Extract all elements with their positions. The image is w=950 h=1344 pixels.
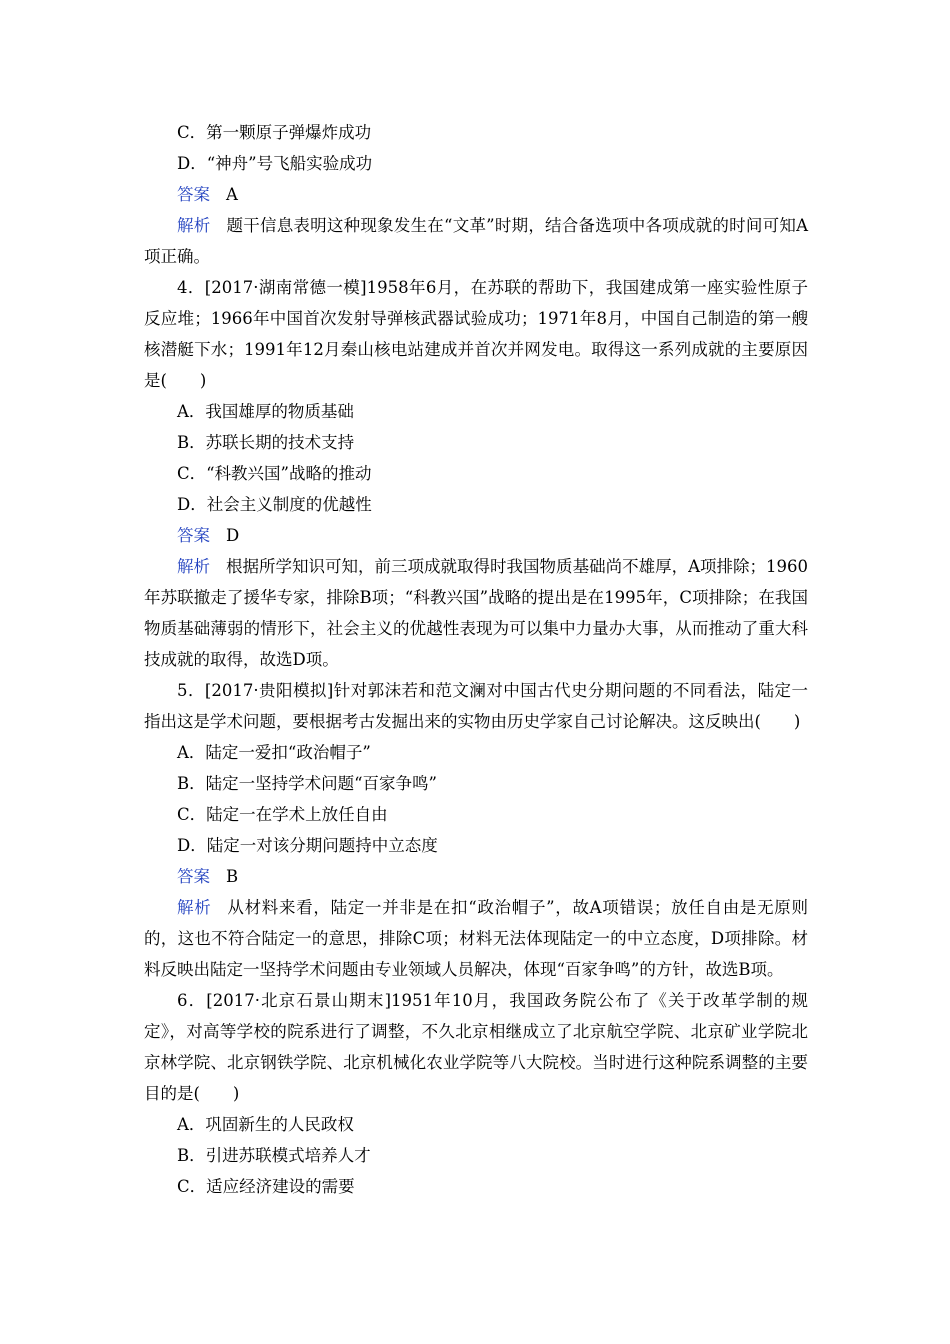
option-5a: A．陆定一爱扣“政治帽子” (177, 743, 371, 762)
analysis-label: 解析 (177, 216, 211, 235)
answer-row-3 (144, 179, 808, 210)
answer-value-5: B (226, 867, 239, 886)
analysis-label: 解析 (177, 557, 211, 576)
answer-label: 答案 (177, 185, 210, 204)
question-6-stem: 6．[2017·北京石景山期末]1951年10月，我国政务院公布了《关于改革学制的规定》，对高等学校的院系进行了调整，不久北京相继成立了北京航空学院、北京矿业学院北京林学院、北京钢铁学院、北京机械化农业学院等八大院校。当时进行这种院系调整的主要目的是( ) (144, 991, 808, 1103)
question-5-stem: 5．[2017·贵阳模拟]针对郭沫若和范文澜对中国古代史分期问题的不同看法，陆定一指出这是学术问题，要根据考古发掘出来的实物由历史学家自己讨论解决。这反映出( ) (144, 681, 808, 731)
analysis-text-4: 根据所学知识可知，前三项成就取得时我国物质基础尚不雄厚，A项排除；1960年苏联撤走了援华专家，排除B项；“科教兴国”战略的提出是在1995年，C项排除；在我国物质基础薄弱的情形下，社会主义的优越性表现为可以集中力量办大事，从而推动了重大科技成就的取得，故选D项。 (144, 557, 808, 669)
option-4b: B．苏联长期的技术支持 (177, 433, 355, 452)
answer-value-4: D (226, 526, 240, 545)
answer-value-3: A (226, 185, 238, 204)
option-3d: D．“神舟”号飞船实验成功 (177, 154, 373, 173)
answer-row-5 (144, 861, 808, 892)
option-4d: D．社会主义制度的优越性 (177, 495, 372, 514)
analysis-5 (144, 892, 808, 985)
option-5c: C．陆定一在学术上放任自由 (177, 805, 388, 824)
analysis-3 (144, 210, 808, 272)
question-4-stem: 4．[2017·湖南常德一模]1958年6月，在苏联的帮助下，我国建成第一座实验性原子反应堆；1966年中国首次发射导弹核武器试验成功；1971年8月，中国自己制造的第一艘核潜艇下水；1991年12月秦山核电站建成并首次并网发电。取得这一系列成就的主要原因是( ) (144, 278, 808, 390)
analysis-label: 解析 (177, 898, 212, 917)
answer-label: 答案 (177, 526, 210, 545)
option-6c: C．适应经济建设的需要 (177, 1177, 355, 1196)
option-5b: B．陆定一坚持学术问题“百家争鸣” (177, 774, 437, 793)
option-4a: A．我国雄厚的物质基础 (177, 402, 354, 421)
analysis-4 (144, 551, 808, 675)
option-6b: B．引进苏联模式培养人才 (177, 1146, 371, 1165)
option-5d: D．陆定一对该分期问题持中立态度 (177, 836, 438, 855)
analysis-text-3: 题干信息表明这种现象发生在“文革”时期，结合备选项中各项成就的时间可知A项正确。 (144, 216, 809, 266)
option-6a: A．巩固新生的人民政权 (177, 1115, 354, 1134)
page-content (144, 117, 808, 1202)
answer-label: 答案 (177, 867, 210, 886)
answer-row-4 (144, 520, 808, 551)
analysis-text-5: 从材料来看，陆定一并非是在扣“政治帽子”，故A项错误；放任自由是无原则的，这也不符合陆定一的意思，排除C项；材料无法体现陆定一的中立态度，D项排除。材料反映出陆定一坚持学术问题由专业领域人员解决，体现“百家争鸣”的方针，故选B项。 (144, 898, 808, 979)
option-3c: C．第一颗原子弹爆炸成功 (177, 123, 372, 142)
option-4c: C．“科教兴国”战略的推动 (177, 464, 372, 483)
